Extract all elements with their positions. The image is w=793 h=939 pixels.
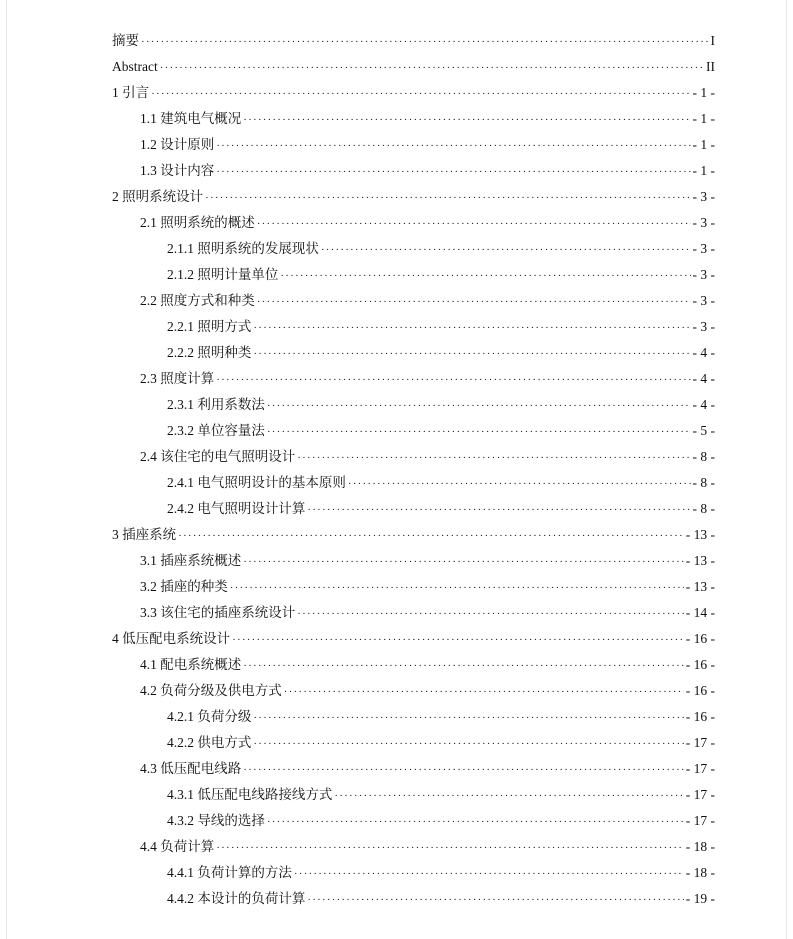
toc-dot-leader: [151, 81, 690, 107]
toc-entry-title: 2.3.2 单位容量法: [167, 423, 265, 438]
toc-entry-page-number: - 1 -: [692, 85, 715, 100]
toc-entry-page-number: - 17 -: [685, 735, 715, 750]
toc-dot-leader: [257, 289, 691, 315]
toc-dot-leader: [141, 29, 709, 55]
toc-entry[interactable]: [0, 782, 793, 808]
toc-entry-page-number: - 16 -: [685, 657, 715, 672]
toc-entry-page-number: - 16 -: [685, 683, 715, 698]
toc-entry-page-number: - 18 -: [685, 865, 715, 880]
toc-entry-title: 4.4.1 负荷计算的方法: [167, 865, 292, 880]
toc-entry-page-number: - 8 -: [692, 449, 715, 464]
toc-entry[interactable]: [0, 184, 793, 210]
toc-entry[interactable]: [0, 652, 793, 678]
toc-entry[interactable]: [0, 158, 793, 184]
toc-entry-title: 4.3.1 低压配电线路接线方式: [167, 787, 333, 802]
toc-dot-leader: [307, 497, 690, 523]
toc-entry-page-number: - 1 -: [692, 163, 715, 178]
toc-entry-title: 4.2.2 供电方式: [167, 735, 252, 750]
toc-entry-page-number: - 3 -: [692, 319, 715, 334]
toc-entry[interactable]: [0, 496, 793, 522]
toc-dot-leader: [253, 315, 690, 341]
toc-dot-leader: [267, 809, 684, 835]
toc-entry-page-number: - 8 -: [692, 475, 715, 490]
toc-entry-title: 1.2 设计原则: [140, 137, 215, 152]
toc-entry-page-number: - 5 -: [692, 423, 715, 438]
toc-entry-page-number: - 13 -: [685, 527, 715, 542]
toc-entry-title: 2.2 照度方式和种类: [140, 293, 255, 308]
toc-entry-title: 2.3.1 利用系数法: [167, 397, 265, 412]
toc-entry-page-number: - 4 -: [692, 345, 715, 360]
toc-entry-title: 2.3 照度计算: [140, 371, 215, 386]
toc-entry[interactable]: [0, 54, 793, 80]
toc-entry-page-number: - 3 -: [692, 267, 715, 282]
toc-entry-title: 2.2.2 照明种类: [167, 345, 252, 360]
toc-entry-title: 2.1.1 照明系统的发展现状: [167, 241, 319, 256]
toc-entry-title: 4.4.2 本设计的负荷计算: [167, 891, 306, 906]
toc-dot-leader: [348, 471, 691, 497]
toc-entry[interactable]: [0, 548, 793, 574]
toc-entry[interactable]: [0, 678, 793, 704]
toc-entry-page-number: - 4 -: [692, 397, 715, 412]
toc-entry[interactable]: [0, 626, 793, 652]
toc-dot-leader: [243, 107, 690, 133]
toc-dot-leader: [257, 211, 691, 237]
toc-entry[interactable]: [0, 418, 793, 444]
toc-entry[interactable]: [0, 262, 793, 288]
toc-dot-leader: [216, 159, 690, 185]
toc-entry-title: 摘要: [112, 33, 139, 48]
toc-entry[interactable]: [0, 808, 793, 834]
toc-entry[interactable]: [0, 28, 793, 54]
toc-entry[interactable]: [0, 730, 793, 756]
toc-entry-title: 4.2.1 负荷分级: [167, 709, 252, 724]
toc-entry-page-number: - 3 -: [692, 189, 715, 204]
toc-entry-page-number: I: [710, 33, 715, 48]
toc-entry[interactable]: [0, 366, 793, 392]
toc-entry-title: 2.4.2 电气照明设计计算: [167, 501, 306, 516]
toc-entry-title: 4.2 负荷分级及供电方式: [140, 683, 282, 698]
toc-entry-title: 2 照明系统设计: [112, 189, 204, 204]
toc-dot-leader: [294, 861, 684, 887]
toc-entry-page-number: - 3 -: [692, 215, 715, 230]
toc-entry-title: 1 引言: [112, 85, 150, 100]
toc-entry-title: 2.1 照明系统的概述: [140, 215, 255, 230]
toc-dot-leader: [267, 393, 691, 419]
toc-entry-title: 3.2 插座的种类: [140, 579, 228, 594]
toc-entry[interactable]: [0, 522, 793, 548]
toc-entry-page-number: - 17 -: [685, 813, 715, 828]
toc-entry[interactable]: [0, 756, 793, 782]
toc-entry-title: 3.1 插座系统概述: [140, 553, 242, 568]
toc-entry[interactable]: [0, 392, 793, 418]
table-of-contents: [0, 28, 793, 912]
toc-entry[interactable]: [0, 210, 793, 236]
toc-entry-title: 2.4 该住宅的电气照明设计: [140, 449, 296, 464]
toc-entry-page-number: II: [706, 59, 715, 74]
toc-entry-page-number: - 14 -: [685, 605, 715, 620]
toc-dot-leader: [160, 55, 704, 81]
toc-entry-title: 4.3.2 导线的选择: [167, 813, 265, 828]
toc-entry-title: 2.1.2 照明计量单位: [167, 267, 279, 282]
toc-dot-leader: [307, 887, 683, 913]
toc-dot-leader: [243, 549, 684, 575]
toc-entry-title: 2.4.1 电气照明设计的基本原则: [167, 475, 346, 490]
toc-entry[interactable]: [0, 444, 793, 470]
toc-entry[interactable]: [0, 288, 793, 314]
toc-entry-page-number: - 1 -: [692, 111, 715, 126]
toc-entry[interactable]: [0, 600, 793, 626]
toc-entry-page-number: - 17 -: [685, 761, 715, 776]
toc-dot-leader: [230, 575, 684, 601]
toc-dot-leader: [178, 523, 684, 549]
toc-entry-page-number: - 4 -: [692, 371, 715, 386]
toc-entry[interactable]: [0, 132, 793, 158]
toc-entry-title: 3 插座系统: [112, 527, 177, 542]
toc-dot-leader: [267, 419, 691, 445]
toc-entry[interactable]: [0, 574, 793, 600]
toc-entry[interactable]: [0, 80, 793, 106]
toc-dot-leader: [216, 367, 690, 393]
toc-dot-leader: [253, 731, 683, 757]
toc-dot-leader: [243, 653, 684, 679]
toc-entry-page-number: - 3 -: [692, 241, 715, 256]
toc-entry[interactable]: [0, 470, 793, 496]
toc-entry[interactable]: [0, 834, 793, 860]
toc-entry[interactable]: [0, 886, 793, 912]
toc-entry-page-number: - 13 -: [685, 579, 715, 594]
toc-entry-page-number: - 19 -: [685, 891, 715, 906]
toc-entry[interactable]: [0, 236, 793, 262]
toc-entry-page-number: - 3 -: [692, 293, 715, 308]
toc-entry-title: 4.4 负荷计算: [140, 839, 215, 854]
toc-entry-title: 3.3 该住宅的插座系统设计: [140, 605, 296, 620]
toc-dot-leader: [334, 783, 683, 809]
toc-entry-page-number: - 17 -: [685, 787, 715, 802]
toc-dot-leader: [280, 263, 690, 289]
toc-entry-title: 4.1 配电系统概述: [140, 657, 242, 672]
toc-dot-leader: [232, 627, 684, 653]
toc-entry[interactable]: [0, 704, 793, 730]
toc-entry-title: 4.3 低压配电线路: [140, 761, 242, 776]
toc-dot-leader: [253, 705, 683, 731]
toc-dot-leader: [321, 237, 691, 263]
toc-entry-title: Abstract: [112, 59, 158, 74]
toc-entry-page-number: - 18 -: [685, 839, 715, 854]
toc-entry[interactable]: [0, 106, 793, 132]
toc-dot-leader: [253, 341, 690, 367]
toc-dot-leader: [297, 445, 690, 471]
toc-entry-title: 4 低压配电系统设计: [112, 631, 231, 646]
toc-dot-leader: [297, 601, 684, 627]
toc-entry-title: 1.1 建筑电气概况: [140, 111, 242, 126]
toc-dot-leader: [205, 185, 690, 211]
toc-dot-leader: [284, 679, 684, 705]
toc-entry-page-number: - 16 -: [685, 631, 715, 646]
toc-entry-page-number: - 13 -: [685, 553, 715, 568]
toc-entry[interactable]: [0, 314, 793, 340]
toc-entry-title: 2.2.1 照明方式: [167, 319, 252, 334]
toc-entry-page-number: - 8 -: [692, 501, 715, 516]
toc-dot-leader: [243, 757, 684, 783]
toc-dot-leader: [216, 835, 684, 861]
toc-entry-page-number: - 1 -: [692, 137, 715, 152]
toc-entry-page-number: - 16 -: [685, 709, 715, 724]
toc-entry-title: 1.3 设计内容: [140, 163, 215, 178]
toc-dot-leader: [216, 133, 690, 159]
toc-entry[interactable]: [0, 340, 793, 366]
toc-entry[interactable]: [0, 860, 793, 886]
